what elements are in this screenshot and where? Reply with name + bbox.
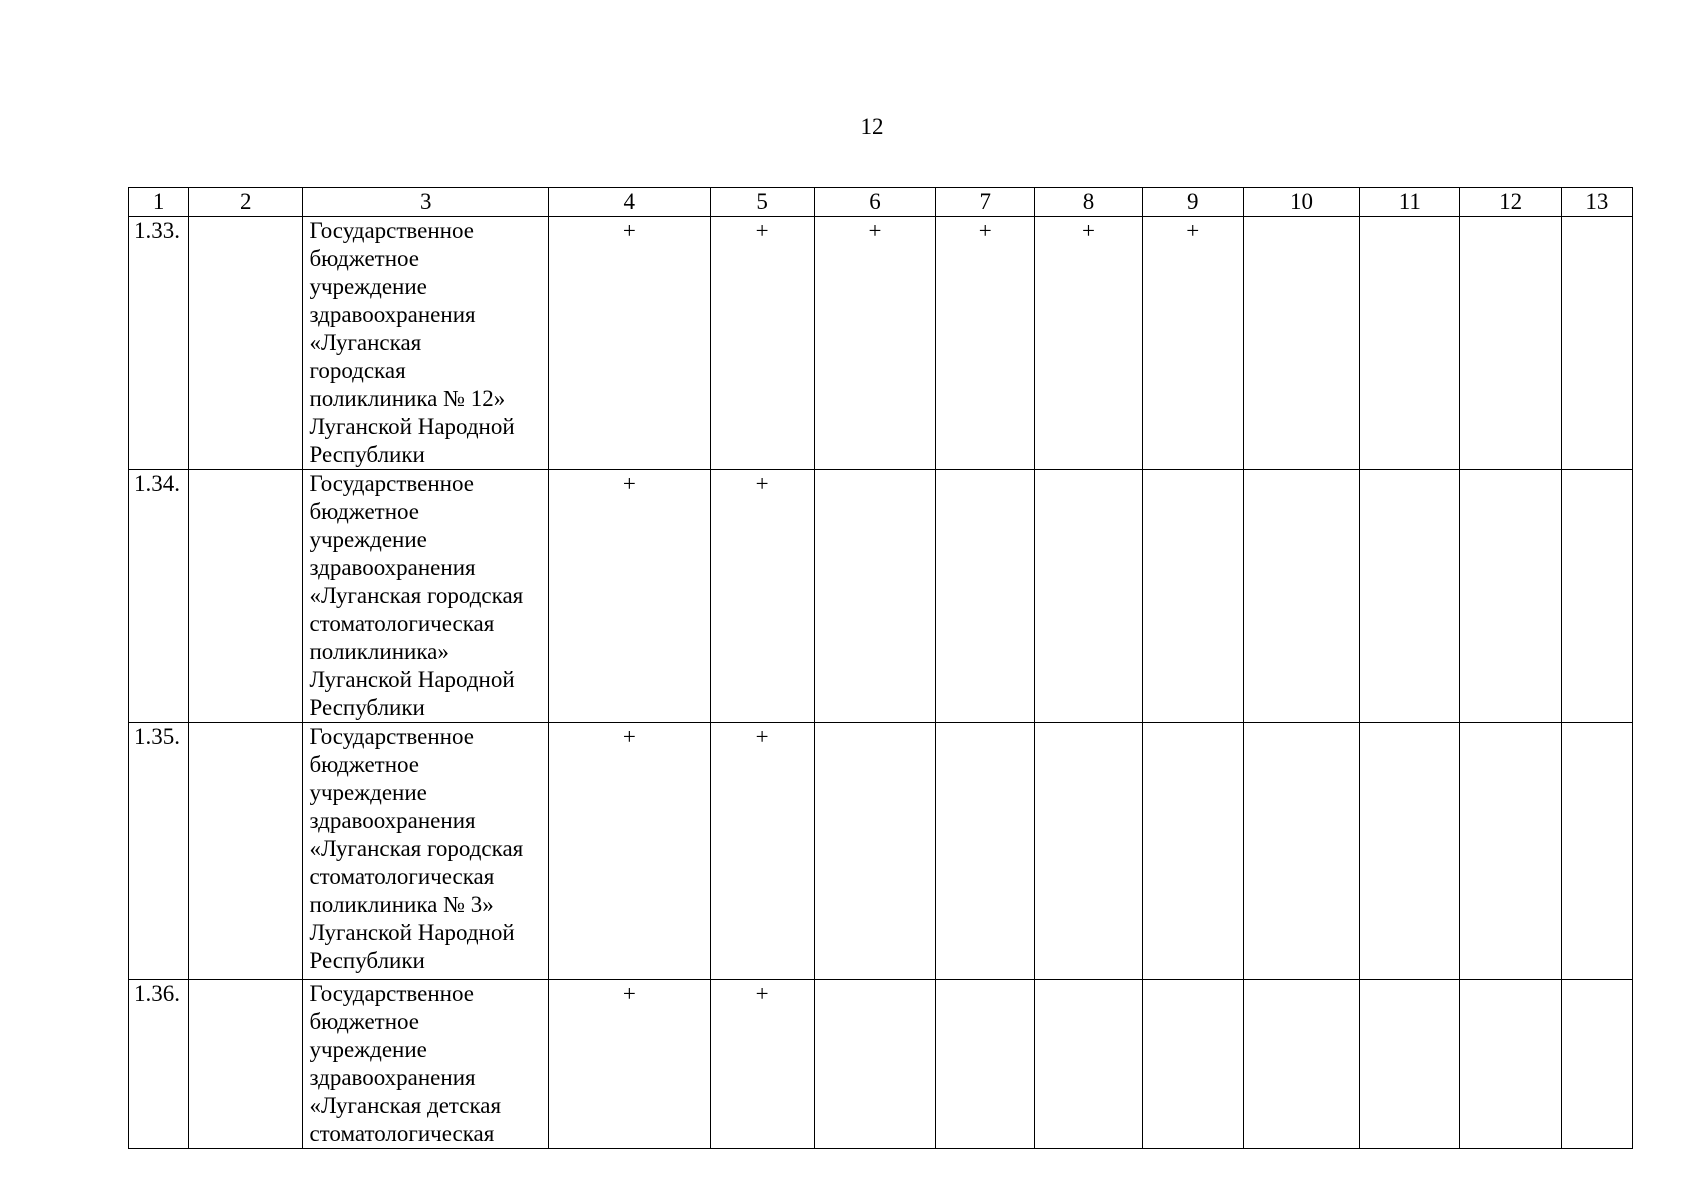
institution-name-line: Государственное [309, 981, 474, 1006]
mark-cell [1561, 980, 1632, 1149]
institution-name-line: бюджетное [309, 1009, 420, 1034]
mark-cell: + [549, 980, 710, 1149]
institution-name-cell [303, 470, 549, 723]
table-row [129, 723, 1633, 980]
mark-cell: + [710, 723, 814, 980]
institution-name-line: бюджетное [309, 752, 420, 777]
mark-cell: + [1142, 217, 1243, 470]
institution-name-line: Республики [309, 442, 425, 467]
institution-name-line: Луганской Народной [309, 414, 515, 439]
mark-cell [814, 980, 935, 1149]
column-header: 1 [129, 188, 189, 217]
column-header: 10 [1243, 188, 1359, 217]
mark-cell [1360, 217, 1460, 470]
mark-cell [1142, 980, 1243, 1149]
mark-cell [814, 470, 935, 723]
mark-cell [1360, 723, 1460, 980]
mark-cell [1460, 217, 1561, 470]
column-header: 12 [1460, 188, 1561, 217]
institution-name-line: Луганской Народной [309, 667, 515, 692]
column-header: 2 [189, 188, 303, 217]
institution-name-line: поликлиника № 3» [309, 892, 494, 917]
mark-cell: + [549, 470, 710, 723]
mark-cell: + [549, 723, 710, 980]
institution-name-line: здравоохранения [309, 808, 476, 833]
mark-cell [1035, 470, 1142, 723]
row-number: 1.36. [129, 980, 189, 1149]
mark-cell [1460, 723, 1561, 980]
row-col2-cell [189, 470, 303, 723]
institution-name-line: учреждение [309, 780, 427, 805]
mark-cell [1561, 723, 1632, 980]
institution-name-cell [303, 723, 549, 980]
institution-name-line: учреждение [309, 527, 427, 552]
institution-name-line: Государственное [309, 724, 474, 749]
institution-name-line: бюджетное [309, 499, 420, 524]
table-row [129, 470, 1633, 723]
institution-name-line: поликлиника» [309, 639, 449, 664]
mark-cell [814, 723, 935, 980]
column-header: 6 [814, 188, 935, 217]
mark-cell [1360, 980, 1460, 1149]
institution-name-line: бюджетное [309, 246, 420, 271]
institution-name-line: Луганской Народной [309, 920, 515, 945]
mark-cell [1035, 723, 1142, 980]
mark-cell [1142, 723, 1243, 980]
row-col2-cell [189, 980, 303, 1149]
row-col2-cell [189, 723, 303, 980]
mark-cell [1460, 980, 1561, 1149]
institution-name-line: поликлиника № 12» [309, 386, 506, 411]
mark-cell [1460, 470, 1561, 723]
institution-name-line: «Луганская городская [309, 836, 524, 861]
institution-name-line: Республики [309, 948, 425, 973]
institution-name-cell [303, 980, 549, 1149]
institution-name-line: «Луганская городская [309, 583, 524, 608]
institution-name-line: учреждение [309, 1037, 427, 1062]
institution-name-line: учреждение [309, 274, 427, 299]
institution-name-line: городская [309, 358, 406, 383]
mark-cell: + [936, 217, 1035, 470]
mark-cell [1360, 470, 1460, 723]
institution-name-line: Государственное [309, 218, 474, 243]
row-number: 1.35. [129, 723, 189, 980]
institution-name-line: стоматологическая [309, 611, 495, 636]
institution-name-cell [303, 217, 549, 470]
mark-cell: + [1035, 217, 1142, 470]
institution-name-line: здравоохранения [309, 1065, 476, 1090]
mark-cell [936, 470, 1035, 723]
mark-cell: + [710, 217, 814, 470]
mark-cell [936, 980, 1035, 1149]
row-number: 1.34. [129, 470, 189, 723]
mark-cell [1142, 470, 1243, 723]
row-number: 1.33. [129, 217, 189, 470]
mark-cell [1243, 470, 1359, 723]
column-header: 5 [710, 188, 814, 217]
mark-cell [936, 723, 1035, 980]
mark-cell [1243, 980, 1359, 1149]
column-header: 3 [303, 188, 549, 217]
page-number: 12 [860, 114, 884, 139]
column-header: 8 [1035, 188, 1142, 217]
column-header: 4 [549, 188, 710, 217]
mark-cell [1561, 470, 1632, 723]
data-table [128, 187, 1633, 1149]
institution-name-line: Государственное [309, 471, 474, 496]
table-header-row [129, 188, 1633, 217]
mark-cell [1243, 217, 1359, 470]
institution-name-line: «Луганская детская [309, 1093, 502, 1118]
table-row [129, 217, 1633, 470]
institution-name-line: здравоохранения [309, 555, 476, 580]
institution-name-line: здравоохранения [309, 302, 476, 327]
table-row [129, 980, 1633, 1149]
column-header: 7 [936, 188, 1035, 217]
institution-name-line: стоматологическая [309, 864, 495, 889]
column-header: 9 [1142, 188, 1243, 217]
institution-name-line: «Луганская [309, 330, 422, 355]
mark-cell [1243, 723, 1359, 980]
institution-name-line: Республики [309, 695, 425, 720]
mark-cell [1561, 217, 1632, 470]
institution-name-line: стоматологическая [309, 1121, 495, 1146]
mark-cell [1035, 980, 1142, 1149]
mark-cell: + [710, 470, 814, 723]
mark-cell: + [710, 980, 814, 1149]
row-col2-cell [189, 217, 303, 470]
mark-cell: + [814, 217, 935, 470]
mark-cell: + [549, 217, 710, 470]
column-header: 13 [1561, 188, 1632, 217]
column-header: 11 [1360, 188, 1460, 217]
